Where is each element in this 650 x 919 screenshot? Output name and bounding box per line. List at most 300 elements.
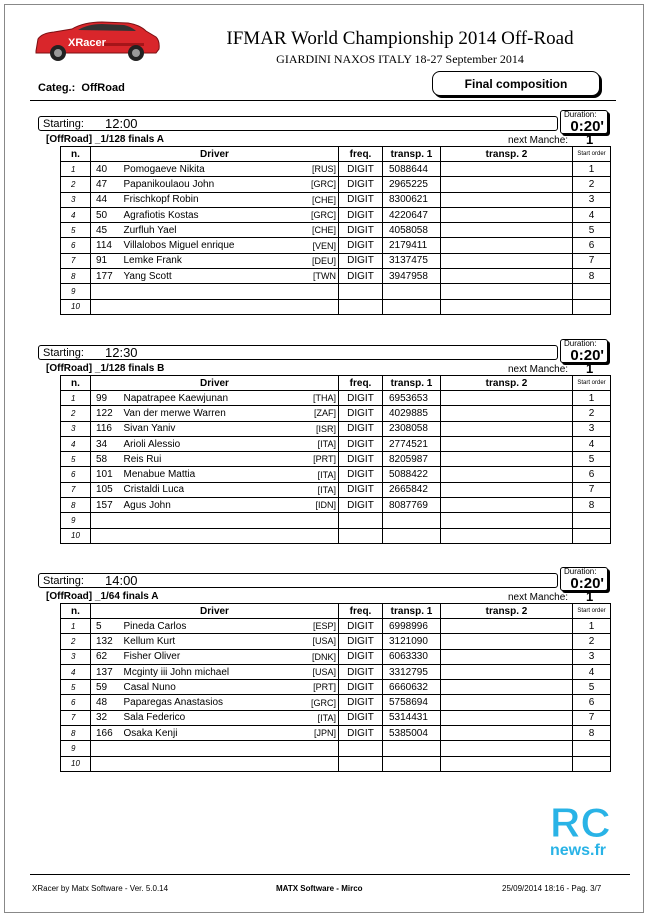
driver-name: Pineda Carlos <box>121 619 306 634</box>
frequency: DIGIT <box>339 710 383 725</box>
transponder-2 <box>441 710 573 725</box>
driver-name <box>121 528 306 543</box>
start-order: 4 <box>573 436 611 451</box>
transponder-1 <box>383 528 441 543</box>
car-number: 34 <box>91 436 121 451</box>
driver-name: Yang Scott <box>121 269 306 284</box>
table-row <box>61 619 611 634</box>
svg-text:news.fr: news.fr <box>550 842 607 859</box>
car-number: 62 <box>91 649 121 664</box>
transponder-1 <box>383 284 441 299</box>
col-start-order: Start order <box>573 147 611 162</box>
car-number: 50 <box>91 207 121 222</box>
start-time: 12:30 <box>105 345 138 360</box>
duration-label: Duration: <box>564 339 597 348</box>
driver-name <box>121 284 306 299</box>
row-index: 8 <box>61 269 91 284</box>
nationality <box>306 299 339 314</box>
driver-name: Sivan Yaniv <box>121 421 306 436</box>
driver-name: Pomogaeve Nikita <box>121 162 306 177</box>
transponder-2 <box>441 726 573 741</box>
nationality: [GRC] <box>306 207 339 222</box>
starting-label: Starting: <box>43 118 84 130</box>
transponder-1: 2665842 <box>383 482 441 497</box>
transponder-2 <box>441 467 573 482</box>
driver-name <box>121 741 306 756</box>
nationality: [ITA] <box>306 482 339 497</box>
starting-box <box>38 345 558 360</box>
start-order: 1 <box>573 162 611 177</box>
row-index: 2 <box>61 406 91 421</box>
transponder-1: 6998996 <box>383 619 441 634</box>
nationality: [DEU] <box>306 253 339 268</box>
start-order: 1 <box>573 391 611 406</box>
frequency: DIGIT <box>339 391 383 406</box>
driver-name: Villalobos Miguel enrique <box>121 238 306 253</box>
table-row <box>61 695 611 710</box>
table-row <box>61 741 611 756</box>
transponder-1: 8205987 <box>383 452 441 467</box>
frequency: DIGIT <box>339 253 383 268</box>
car-number: 137 <box>91 664 121 679</box>
xracer-logo <box>32 17 162 63</box>
heat-header <box>38 132 613 146</box>
frequency: DIGIT <box>339 680 383 695</box>
transponder-2 <box>441 391 573 406</box>
col-driver: Driver <box>91 376 339 391</box>
driver-name: Napatrapee Kaewjunan <box>121 391 306 406</box>
frequency: DIGIT <box>339 223 383 238</box>
transponder-1: 4220647 <box>383 207 441 222</box>
start-order: 4 <box>573 664 611 679</box>
transponder-1: 8087769 <box>383 498 441 513</box>
start-order <box>573 528 611 543</box>
heat-block <box>38 567 613 772</box>
nationality: [RUS] <box>306 162 339 177</box>
table-row <box>61 299 611 314</box>
car-number <box>91 513 121 528</box>
starting-label: Starting: <box>43 575 84 587</box>
transponder-1: 4058058 <box>383 223 441 238</box>
table-row <box>61 680 611 695</box>
row-index: 7 <box>61 710 91 725</box>
driver-name: Menabue Mattia <box>121 467 306 482</box>
transponder-2 <box>441 269 573 284</box>
frequency: DIGIT <box>339 649 383 664</box>
next-manche-label: next Manche: <box>508 135 569 146</box>
frequency: DIGIT <box>339 436 383 451</box>
frequency <box>339 528 383 543</box>
transponder-1: 3121090 <box>383 634 441 649</box>
col-n: n. <box>61 376 91 391</box>
driver-name: Cristaldi Luca <box>121 482 306 497</box>
header-divider <box>30 100 616 101</box>
heat-table <box>60 375 611 544</box>
col-n: n. <box>61 147 91 162</box>
next-manche-label: next Manche: <box>508 592 569 603</box>
row-index: 6 <box>61 238 91 253</box>
transponder-1: 5088422 <box>383 467 441 482</box>
start-order: 8 <box>573 726 611 741</box>
transponder-1: 5314431 <box>383 710 441 725</box>
car-number: 48 <box>91 695 121 710</box>
driver-name: Mcginty iii John michael <box>121 664 306 679</box>
transponder-2 <box>441 695 573 710</box>
driver-name: Arioli Alessio <box>121 436 306 451</box>
transponder-1: 3947958 <box>383 269 441 284</box>
nationality: [ITA] <box>306 436 339 451</box>
transponder-2 <box>441 664 573 679</box>
table-row <box>61 513 611 528</box>
col-transp1: transp. 1 <box>383 376 441 391</box>
nationality: [ISR] <box>306 421 339 436</box>
col-start-order: Start order <box>573 604 611 619</box>
transponder-1 <box>383 299 441 314</box>
transponder-1: 6953653 <box>383 391 441 406</box>
transponder-1: 5088644 <box>383 162 441 177</box>
table-row <box>61 436 611 451</box>
col-transp2: transp. 2 <box>441 147 573 162</box>
starting-box <box>38 573 558 588</box>
table-header <box>61 376 611 391</box>
transponder-1: 4029885 <box>383 406 441 421</box>
page-subtitle: GIARDINI NAXOS ITALY 18-27 September 2014 <box>276 52 524 66</box>
transponder-2 <box>441 421 573 436</box>
driver-name: Paparegas Anastasios <box>121 695 306 710</box>
col-transp1: transp. 1 <box>383 147 441 162</box>
transponder-2 <box>441 162 573 177</box>
table-row <box>61 482 611 497</box>
table-row <box>61 726 611 741</box>
nationality: [PRT] <box>306 452 339 467</box>
start-order: 2 <box>573 406 611 421</box>
row-index: 1 <box>61 391 91 406</box>
transponder-1: 5385004 <box>383 726 441 741</box>
heat-table <box>60 146 611 315</box>
start-order: 6 <box>573 467 611 482</box>
footer-right: 25/09/2014 18:16 - Pag. 3/7 <box>502 884 602 893</box>
nationality: [IDN] <box>306 498 339 513</box>
next-manche-value: 1 <box>586 361 594 376</box>
start-order: 6 <box>573 695 611 710</box>
frequency: DIGIT <box>339 406 383 421</box>
svg-text:XRacer: XRacer <box>68 37 106 49</box>
col-transp2: transp. 2 <box>441 604 573 619</box>
nationality <box>306 528 339 543</box>
transponder-2 <box>441 223 573 238</box>
transponder-2 <box>441 619 573 634</box>
frequency: DIGIT <box>339 634 383 649</box>
table-row <box>61 756 611 771</box>
start-order <box>573 741 611 756</box>
table-row <box>61 710 611 725</box>
car-number: 101 <box>91 467 121 482</box>
transponder-1: 6660632 <box>383 680 441 695</box>
table-row <box>61 223 611 238</box>
col-freq: freq. <box>339 604 383 619</box>
duration-box <box>560 110 608 134</box>
frequency: DIGIT <box>339 177 383 192</box>
driver-name: Kellum Kurt <box>121 634 306 649</box>
driver-name: Agus John <box>121 498 306 513</box>
row-index: 9 <box>61 284 91 299</box>
row-index: 10 <box>61 756 91 771</box>
start-order <box>573 756 611 771</box>
col-transp2: transp. 2 <box>441 376 573 391</box>
transponder-2 <box>441 741 573 756</box>
frequency: DIGIT <box>339 695 383 710</box>
frequency: DIGIT <box>339 192 383 207</box>
row-index: 4 <box>61 207 91 222</box>
frequency <box>339 756 383 771</box>
driver-name: Lemke Frank <box>121 253 306 268</box>
frequency <box>339 299 383 314</box>
driver-name <box>121 513 306 528</box>
row-index: 3 <box>61 649 91 664</box>
transponder-1: 2179411 <box>383 238 441 253</box>
car-number: 32 <box>91 710 121 725</box>
nationality <box>306 756 339 771</box>
col-start-order: Start order <box>573 376 611 391</box>
row-index: 2 <box>61 177 91 192</box>
transponder-2 <box>441 513 573 528</box>
transponder-1 <box>383 513 441 528</box>
table-row <box>61 649 611 664</box>
table-row <box>61 269 611 284</box>
col-freq: freq. <box>339 376 383 391</box>
table-row <box>61 192 611 207</box>
heat-header <box>38 361 613 375</box>
driver-name <box>121 756 306 771</box>
start-order: 4 <box>573 207 611 222</box>
transponder-1: 2965225 <box>383 177 441 192</box>
start-order: 3 <box>573 649 611 664</box>
start-order: 6 <box>573 238 611 253</box>
duration-box <box>560 339 608 363</box>
table-row <box>61 162 611 177</box>
table-row <box>61 528 611 543</box>
next-manche-value: 1 <box>586 132 594 147</box>
car-number: 105 <box>91 482 121 497</box>
transponder-2 <box>441 436 573 451</box>
transponder-1 <box>383 756 441 771</box>
duration-label: Duration: <box>564 110 597 119</box>
row-index: 8 <box>61 498 91 513</box>
heat-block <box>38 110 613 315</box>
start-order <box>573 513 611 528</box>
transponder-1: 3312795 <box>383 664 441 679</box>
table-header <box>61 604 611 619</box>
driver-name: Zurfluh Yael <box>121 223 306 238</box>
duration-box <box>560 567 608 591</box>
start-order: 7 <box>573 253 611 268</box>
table-row <box>61 467 611 482</box>
duration-value: 0:20' <box>570 347 604 364</box>
nationality: [DNK] <box>306 649 339 664</box>
start-order: 3 <box>573 192 611 207</box>
car-number <box>91 284 121 299</box>
transponder-1: 5758694 <box>383 695 441 710</box>
nationality: [ITA] <box>306 710 339 725</box>
nationality: [ZAF] <box>306 406 339 421</box>
col-driver: Driver <box>91 147 339 162</box>
car-number: 114 <box>91 238 121 253</box>
car-number: 116 <box>91 421 121 436</box>
frequency: DIGIT <box>339 238 383 253</box>
nationality: [THA] <box>306 391 339 406</box>
driver-name: Papanikoulaou John <box>121 177 306 192</box>
transponder-2 <box>441 177 573 192</box>
start-order: 5 <box>573 680 611 695</box>
frequency <box>339 741 383 756</box>
category: Categ.: OffRoad <box>38 82 125 94</box>
transponder-2 <box>441 253 573 268</box>
next-manche-label: next Manche: <box>508 364 569 375</box>
row-index: 1 <box>61 619 91 634</box>
row-index: 3 <box>61 421 91 436</box>
transponder-1: 2774521 <box>383 436 441 451</box>
car-number: 166 <box>91 726 121 741</box>
transponder-2 <box>441 482 573 497</box>
heat-header <box>38 589 613 603</box>
row-index: 4 <box>61 436 91 451</box>
row-index: 4 <box>61 664 91 679</box>
frequency <box>339 284 383 299</box>
col-transp1: transp. 1 <box>383 604 441 619</box>
nationality: [JPN] <box>306 726 339 741</box>
table-row <box>61 253 611 268</box>
driver-name: Casal Nuno <box>121 680 306 695</box>
table-row <box>61 177 611 192</box>
row-index: 5 <box>61 452 91 467</box>
table-row <box>61 421 611 436</box>
car-number <box>91 756 121 771</box>
nationality: [CHE] <box>306 223 339 238</box>
row-index: 8 <box>61 726 91 741</box>
transponder-2 <box>441 238 573 253</box>
car-number: 5 <box>91 619 121 634</box>
starting-row <box>38 339 613 364</box>
duration-value: 0:20' <box>570 575 604 592</box>
frequency: DIGIT <box>339 726 383 741</box>
nationality: [VEN] <box>306 238 339 253</box>
transponder-1: 3137475 <box>383 253 441 268</box>
footer-center: MATX Software - Mirco <box>276 884 363 893</box>
duration-label: Duration: <box>564 567 597 576</box>
row-index: 9 <box>61 741 91 756</box>
col-freq: freq. <box>339 147 383 162</box>
nationality: [USA] <box>306 634 339 649</box>
car-number: 47 <box>91 177 121 192</box>
row-index: 6 <box>61 695 91 710</box>
transponder-2 <box>441 528 573 543</box>
car-number: 59 <box>91 680 121 695</box>
car-number: 45 <box>91 223 121 238</box>
start-order: 5 <box>573 452 611 467</box>
frequency: DIGIT <box>339 269 383 284</box>
table-header <box>61 147 611 162</box>
transponder-2 <box>441 299 573 314</box>
heat-table <box>60 603 611 772</box>
heat-name: [OffRoad] _1/128 finals A <box>46 134 164 145</box>
next-manche-value: 1 <box>586 589 594 604</box>
table-row <box>61 207 611 222</box>
driver-name <box>121 299 306 314</box>
footer-divider <box>30 874 630 875</box>
driver-name: Frischkopf Robin <box>121 192 306 207</box>
nationality <box>306 513 339 528</box>
driver-name: Van der merwe Warren <box>121 406 306 421</box>
table-row <box>61 284 611 299</box>
driver-name: Fisher Oliver <box>121 649 306 664</box>
row-index: 6 <box>61 467 91 482</box>
row-index: 5 <box>61 680 91 695</box>
duration-value: 0:20' <box>570 118 604 135</box>
row-index: 5 <box>61 223 91 238</box>
frequency: DIGIT <box>339 421 383 436</box>
transponder-2 <box>441 406 573 421</box>
frequency <box>339 513 383 528</box>
rcnews-watermark <box>544 797 630 861</box>
car-number: 58 <box>91 452 121 467</box>
nationality: [GRC] <box>306 695 339 710</box>
start-order: 2 <box>573 634 611 649</box>
driver-name: Sala Federico <box>121 710 306 725</box>
frequency: DIGIT <box>339 207 383 222</box>
frequency: DIGIT <box>339 162 383 177</box>
section-title-box: Final composition <box>432 71 600 96</box>
start-order <box>573 284 611 299</box>
driver-name: Agrafiotis Kostas <box>121 207 306 222</box>
starting-box <box>38 116 558 131</box>
transponder-1: 6063330 <box>383 649 441 664</box>
row-index: 7 <box>61 253 91 268</box>
transponder-2 <box>441 634 573 649</box>
transponder-2 <box>441 452 573 467</box>
driver-name: Reis Rui <box>121 452 306 467</box>
heat-block <box>38 339 613 544</box>
table-row <box>61 664 611 679</box>
heat-name: [OffRoad] _1/128 finals B <box>46 363 165 374</box>
start-order: 3 <box>573 421 611 436</box>
start-order: 7 <box>573 482 611 497</box>
car-number: 157 <box>91 498 121 513</box>
row-index: 10 <box>61 299 91 314</box>
starting-row <box>38 567 613 592</box>
nationality: [CHE] <box>306 192 339 207</box>
transponder-2 <box>441 756 573 771</box>
car-number: 91 <box>91 253 121 268</box>
transponder-1: 8300621 <box>383 192 441 207</box>
frequency: DIGIT <box>339 619 383 634</box>
row-index: 2 <box>61 634 91 649</box>
table-row <box>61 498 611 513</box>
frequency: DIGIT <box>339 498 383 513</box>
start-order: 1 <box>573 619 611 634</box>
car-number: 44 <box>91 192 121 207</box>
nationality: [ESP] <box>306 619 339 634</box>
car-number <box>91 528 121 543</box>
frequency: DIGIT <box>339 467 383 482</box>
car-number: 132 <box>91 634 121 649</box>
car-number: 177 <box>91 269 121 284</box>
driver-name: Osaka Kenji <box>121 726 306 741</box>
nationality: [GRC] <box>306 177 339 192</box>
start-order: 8 <box>573 498 611 513</box>
transponder-2 <box>441 498 573 513</box>
nationality: [TWN <box>306 269 339 284</box>
nationality <box>306 284 339 299</box>
